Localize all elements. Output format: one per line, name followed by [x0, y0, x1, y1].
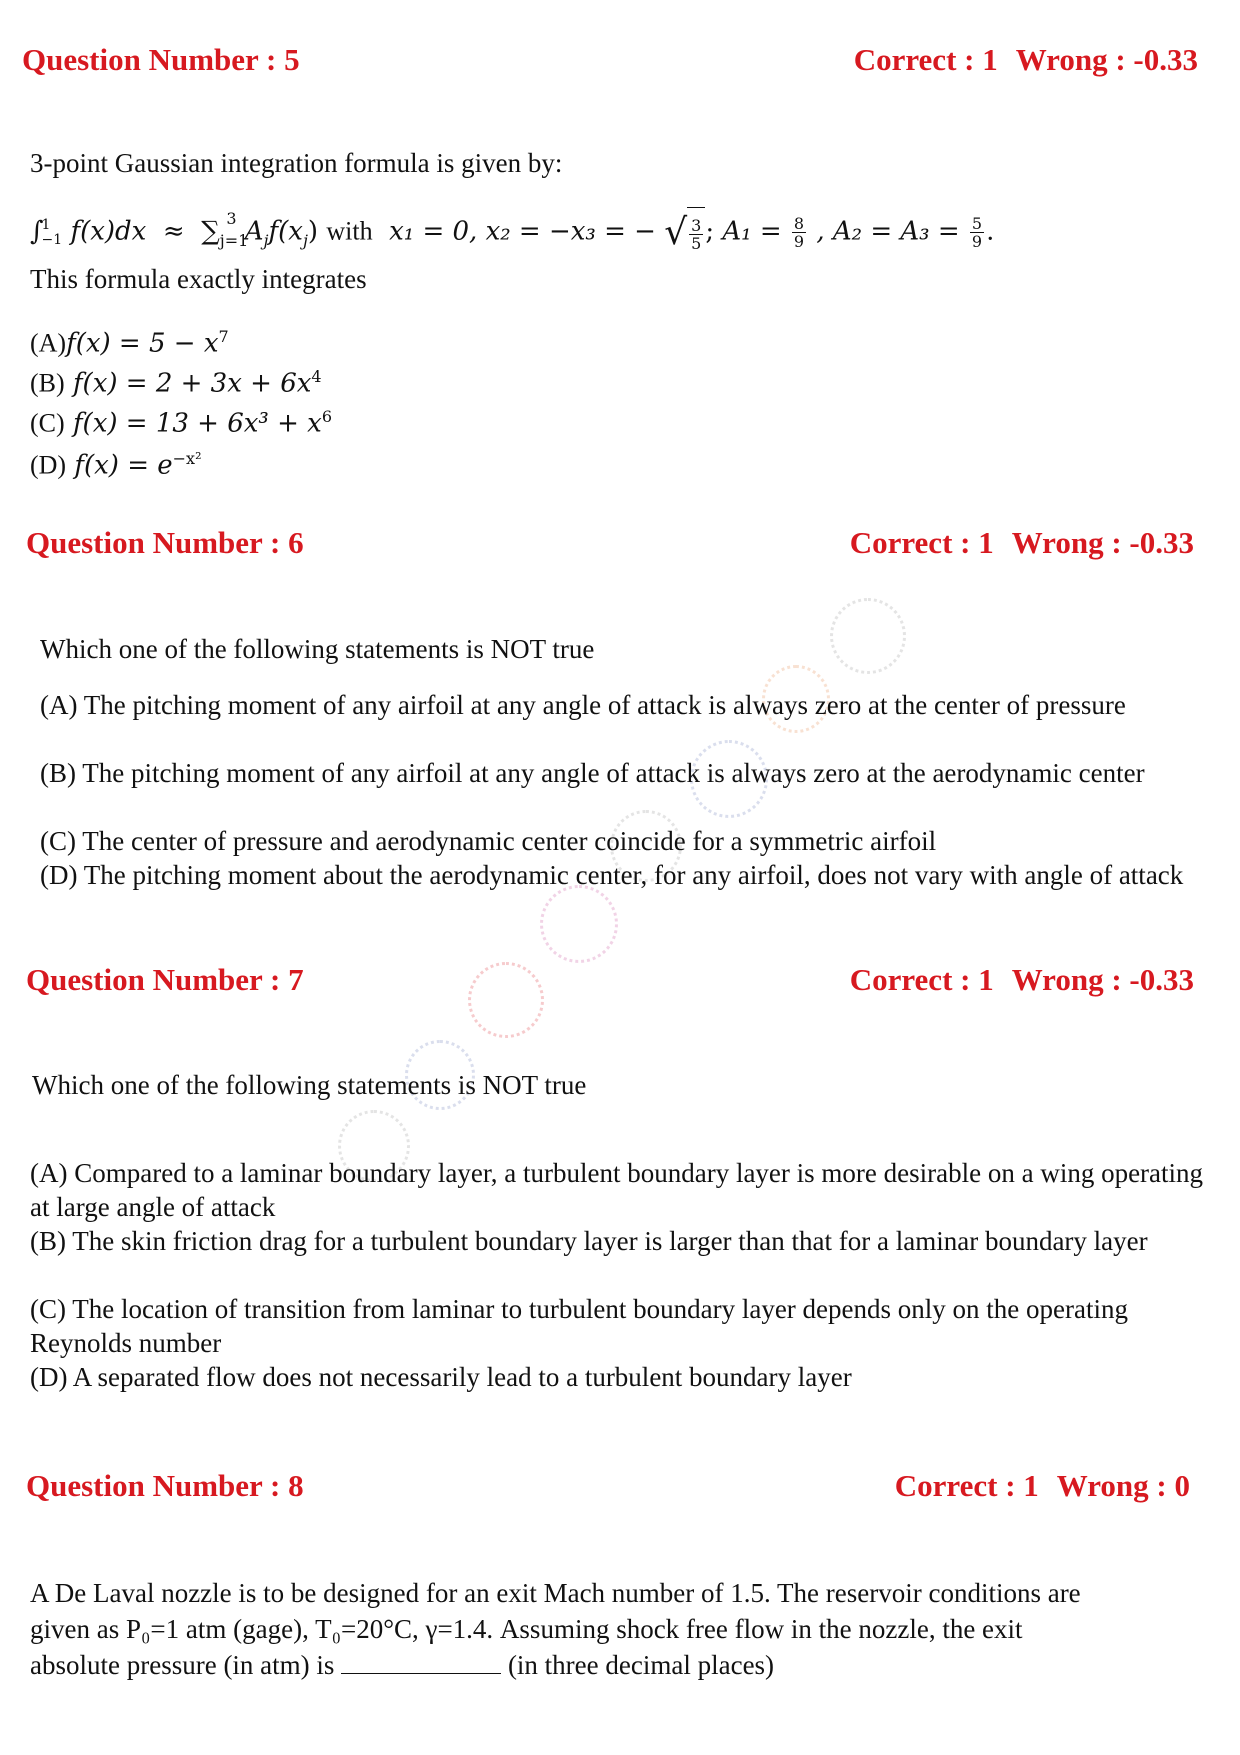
correct-marks: Correct : 1: [849, 962, 994, 997]
option-b: (B) The pitching moment of any airfoil at any angle of attack is always zero at the aerodynamic center: [40, 758, 1145, 788]
option-b: (B) The skin friction drag for a turbulent boundary layer is larger than that for a laminar boundary layer: [30, 1226, 1148, 1256]
question-stem: Which one of the following statements is NOT true: [40, 634, 595, 664]
question-stem-line: absolute pressure (in atm) is (in three decimal places): [30, 1650, 775, 1680]
question-stem-line: A De Laval nozzle is to be designed for an exit Mach number of 1.5. The reservoir conditions are: [30, 1578, 1081, 1608]
marking-scheme: [895, 1468, 1190, 1504]
option-c: (C) The location of transition from laminar to turbulent boundary layer depends only on the operating Reynolds number: [30, 1294, 1128, 1358]
option-a: (A) The pitching moment of any airfoil at any angle of attack is always zero at the center of pressure: [40, 690, 1126, 720]
question-number: Question Number : 8: [26, 1468, 304, 1503]
marking-scheme: [854, 42, 1198, 78]
question-header: [0, 42, 1240, 82]
question-header: [0, 962, 1240, 1002]
question-number: Question Number : 5: [22, 42, 300, 77]
question-number: Question Number : 6: [26, 525, 304, 560]
option-d: (D) The pitching moment about the aerodynamic center, for any airfoil, does not vary with angle of attack: [40, 860, 1184, 890]
correct-marks: Correct : 1: [853, 42, 998, 77]
watermark-seal: [540, 885, 618, 963]
correct-marks: Correct : 1: [849, 525, 994, 560]
option-c: (C) The center of pressure and aerodynamic center coincide for a symmetric airfoil: [40, 826, 937, 856]
question-stem-line: given as P₀=1 atm (gage), T₀=20°C, γ=1.4. Assuming shock free flow in the nozzle, the exit: [30, 1614, 1023, 1644]
marking-scheme: [850, 962, 1194, 998]
question-header: [0, 1468, 1240, 1508]
option-a: (A) Compared to a laminar boundary layer, a turbulent boundary layer is more desirable on a wing operating at large angle of attack: [30, 1158, 1204, 1222]
option-a: $(A)f(x) = 5 - x^7$: [30, 327, 229, 359]
option-d: (D) $f(x) = e^{-x^2}$: [30, 449, 202, 481]
question-stem: This formula exactly integrates: [30, 264, 367, 294]
question-intro: 3-point Gaussian integration formula is given by:: [30, 148, 563, 178]
wrong-marks: Wrong : -0.33: [1011, 962, 1194, 997]
answer-blank[interactable]: [341, 1673, 501, 1674]
option-b: (B) $f(x) = 2 + 3x + 6x^4$: [30, 367, 322, 399]
gauss-formula: ∫ 1 −1 $f(x)dx \approx \sum_{j=1}^3$ $A_jf(x_j)$ with x₁ = 0, x₂ = −x₃ = − √ $\frac{3}{5}$ ; A₁ = $\frac{8}{9}$ , A₂ = A₃ = $\frac{5}{9}$ .: [30, 200, 994, 266]
option-d: (D) A separated flow does not necessarily lead to a turbulent boundary layer: [30, 1362, 852, 1392]
wrong-marks: Wrong : 0: [1056, 1468, 1190, 1503]
wrong-marks: Wrong : -0.33: [1011, 525, 1194, 560]
question-stem: Which one of the following statements is NOT true: [32, 1070, 587, 1100]
wrong-marks: Wrong : -0.33: [1015, 42, 1198, 77]
correct-marks: Correct : 1: [894, 1468, 1039, 1503]
question-number: Question Number : 7: [26, 962, 304, 997]
watermark-seal: [830, 598, 906, 674]
marking-scheme: [850, 525, 1194, 561]
option-c: (C) $f(x) = 13 + 6x^3 + x^6$: [30, 407, 333, 439]
question-header: [0, 525, 1240, 565]
